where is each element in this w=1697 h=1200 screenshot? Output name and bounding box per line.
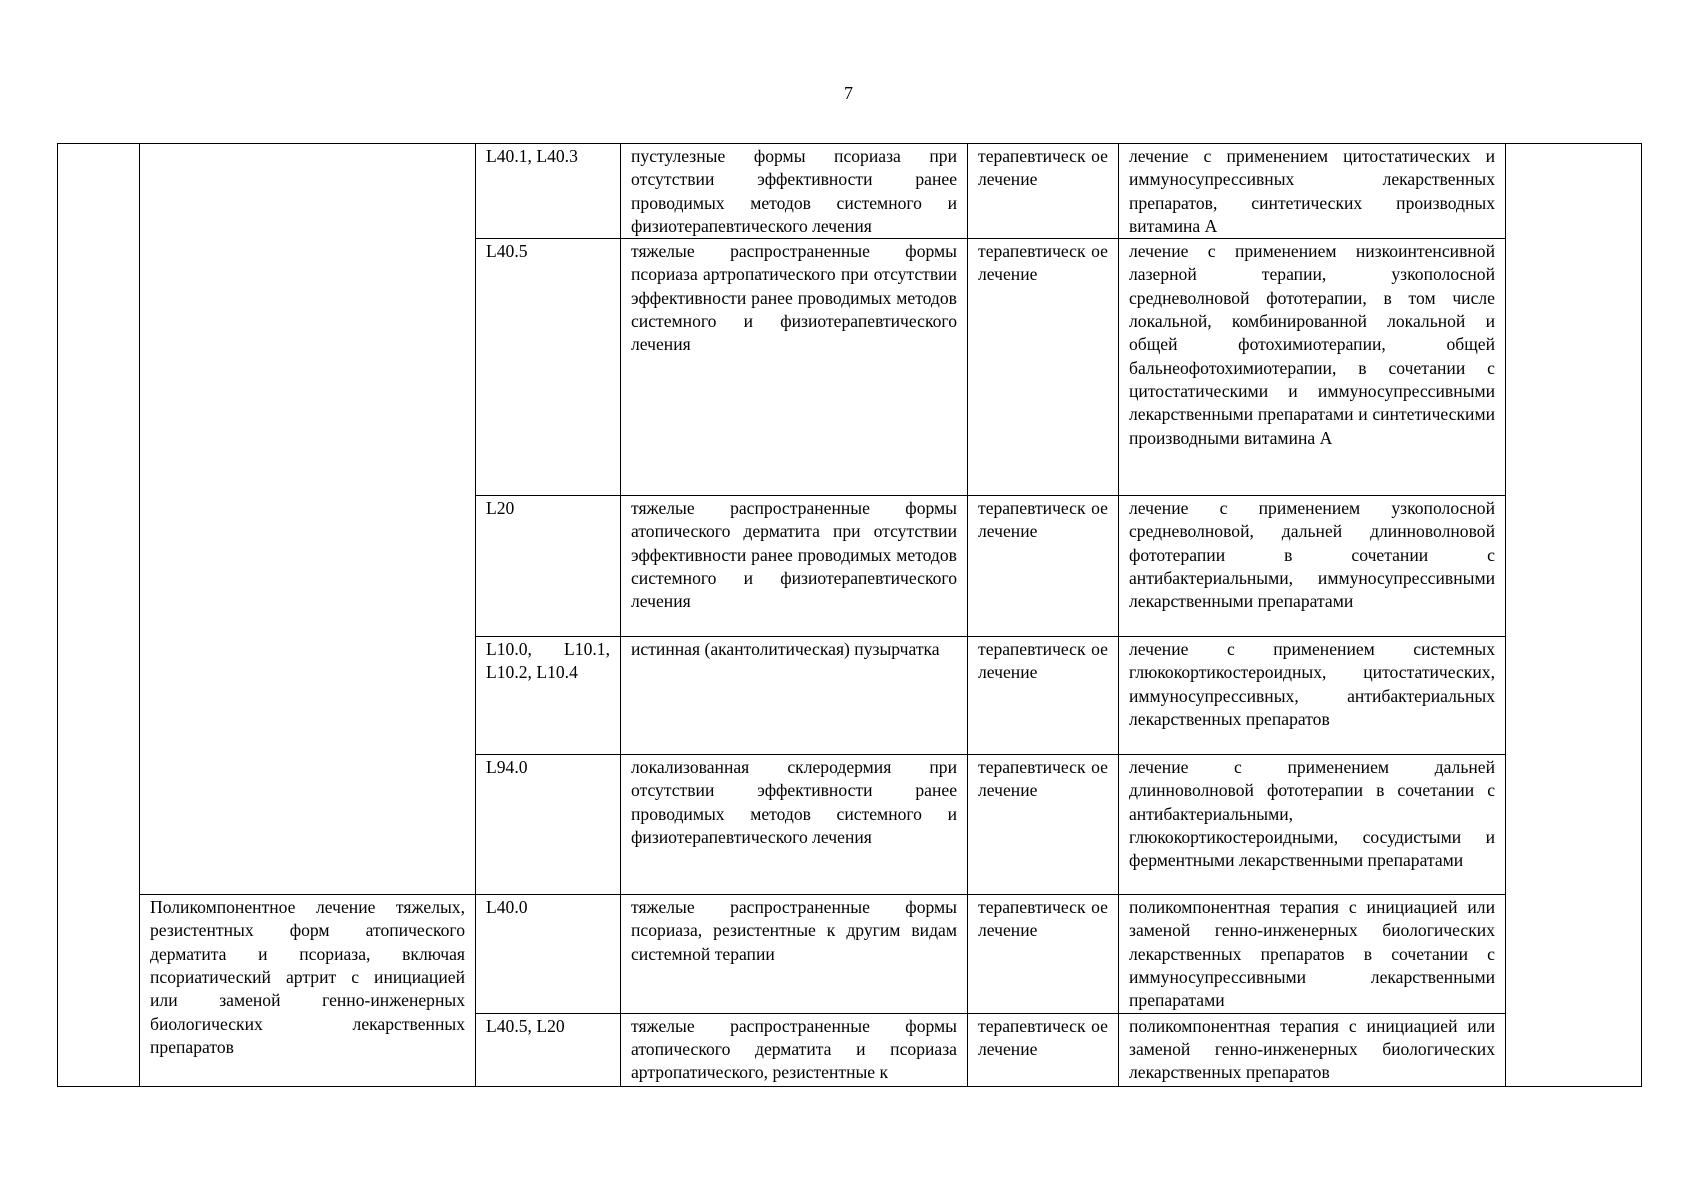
treatment-type-cell: терапевтическ ое лечение xyxy=(968,1013,1119,1086)
condition-cell: локализованная склеродермия при отсутствии эффективности ранее проводимых методов системного и физиотерапевтического лечения xyxy=(621,755,968,895)
table-row xyxy=(58,144,1642,239)
condition-cell: истинная (акантолитическая) пузырчатка xyxy=(621,637,968,755)
condition-cell: тяжелые распространенные формы псориаза, резистентные к другим видам системной терапии xyxy=(621,895,968,1013)
group-name-cell xyxy=(140,144,476,895)
treatment-type-cell: терапевтическ ое лечение xyxy=(968,144,1119,239)
extra-cell xyxy=(1506,144,1642,1087)
treatment-table xyxy=(57,143,1642,1087)
treatment-type-cell: терапевтическ ое лечение xyxy=(968,895,1119,1013)
treatment-type-cell: терапевтическ ое лечение xyxy=(968,239,1119,496)
treatment-method-cell: лечение с применением системных глюкокортикостероидных, цитостатических, иммуносупрессивных, антибактериальных лекарственных препаратов xyxy=(1119,637,1506,755)
icd-codes-cell: L20 xyxy=(476,496,621,637)
group-name-cell: Поликомпонентное лечение тяжелых, резистентных форм атопического дерматита и псориаза, включая псориатический артрит с инициацией или заменой генно-инженерных биологических лекарственных препаратов xyxy=(140,895,476,1086)
icd-codes-cell: L40.1, L40.3 xyxy=(476,144,621,239)
treatment-type-cell: терапевтическ ое лечение xyxy=(968,755,1119,895)
treatment-method-cell: лечение с применением цитостатических и иммуносупрессивных лекарственных препаратов, синтетических производных витамина А xyxy=(1119,144,1506,239)
row-number-cell xyxy=(58,144,140,1087)
icd-codes-cell: L40.5, L20 xyxy=(476,1013,621,1086)
icd-codes-cell: L10.0, L10.1, L10.2, L10.4 xyxy=(476,637,621,755)
page-number: 7 xyxy=(844,83,853,103)
condition-cell: тяжелые распространенные формы псориаза артропатического при отсутствии эффективности ранее проводимых методов системного и физиотерапевтического лечения xyxy=(621,239,968,496)
treatment-method-cell: поликомпонентная терапия с инициацией или заменой генно-инженерных биологических лекарственных препаратов в сочетании с иммуносупрессивными лекарственными препаратами xyxy=(1119,895,1506,1013)
table-row xyxy=(58,895,1642,1013)
treatment-method-cell: поликомпонентная терапия с инициацией или заменой генно-инженерных биологических лекарственных препаратов xyxy=(1119,1013,1506,1086)
treatment-method-cell: лечение с применением узкополосной средневолновой, дальней длинноволновой фототерапии в сочетании с антибактериальными, иммуносупрессивными лекарственными препаратами xyxy=(1119,496,1506,637)
icd-codes-cell: L94.0 xyxy=(476,755,621,895)
treatment-method-cell: лечение с применением низкоинтенсивной лазерной терапии, узкополосной средневолновой фототерапии, в том числе локальной, комбинированной локальной и общей фотохимиотерапии, общей бальнеофотохимиотерапии, в сочетании с цитостатическими и иммуносупрессивными лекарственными препаратами и синтетическими производными витамина А xyxy=(1119,239,1506,496)
treatment-method-cell: лечение с применением дальней длинноволновой фототерапии в сочетании с антибактериальными, глюкокортикостероидными, сосудистыми и ферментными лекарственными препаратами xyxy=(1119,755,1506,895)
icd-codes-cell: L40.0 xyxy=(476,895,621,1013)
condition-cell: тяжелые распространенные формы атопического дерматита и псориаза артропатического, резистентные к xyxy=(621,1013,968,1086)
treatment-type-cell: терапевтическ ое лечение xyxy=(968,637,1119,755)
condition-cell: пустулезные формы псориаза при отсутствии эффективности ранее проводимых методов системного и физиотерапевтического лечения xyxy=(621,144,968,239)
treatment-type-cell: терапевтическ ое лечение xyxy=(968,496,1119,637)
condition-cell: тяжелые распространенные формы атопического дерматита при отсутствии эффективности ранее проводимых методов системного и физиотерапевтического лечения xyxy=(621,496,968,637)
icd-codes-cell: L40.5 xyxy=(476,239,621,496)
